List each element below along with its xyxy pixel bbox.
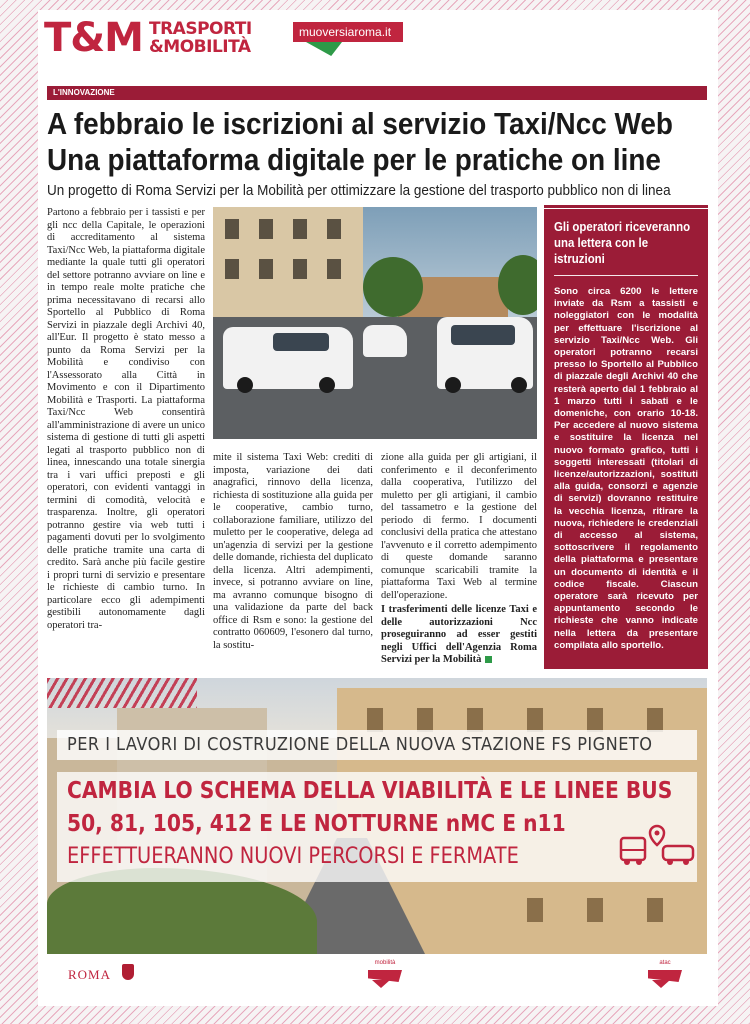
flag-tail-icon bbox=[652, 980, 670, 988]
article-column-1: Partono a febbraio per i tassisti e per gli ncc della Capitale, le operazioni di accreditamento al sistema Taxi/Ncc Web, la piattaforma digitale mediante la quale tutti gli operatori del settore potranno avviare on line e in tempo reale molte pratiche che prima necessitavano di recarsi allo Sportello al Pubblico di Roma Servizi in piazzale degli Archivi 40, all'Eur. Il progetto è stato messo a punto da Roma Servizi per la Mobilità e condiviso con l'Assessorato alla Città in Movimento e con il Dipartimento Mobilità e Trasporti. La piattaforma Taxi/Ncc Web consentirà all'amministrazione di avere un unico sistema di gestione di tutti gli aspetti legati al trasporto pubblico non di linea, innescando una totale sinergia tra i vari uffici preposti e gli operatori, con evidenti vantaggi in termini di comodità, velocità e trasparenza. Inoltre, gli operatori potranno gestire via web tutti i pagamenti dovuti per lo svolgimento delle pratiche tramite una carta di credito. Sarà anche più facile gestire i propri turni di servizio e presentare le richieste di cambio turno. In particolare ecco gli adempimenti gestibili autonomamente dagli operatori tra- bbox=[47, 207, 205, 631]
mobility-agency-logo bbox=[368, 960, 402, 990]
banner-line-4: EFFETTUERANNO NUOVI PERCORSI E FERMATE bbox=[67, 844, 519, 869]
site-flag-icon bbox=[306, 42, 342, 56]
photo-taxi bbox=[223, 327, 353, 389]
photo-taxi bbox=[437, 317, 533, 389]
section-kicker: L'INNOVAZIONE bbox=[47, 86, 707, 100]
article-column-3 bbox=[381, 452, 537, 667]
article-column-2: mite il sistema Taxi Web: crediti di imposta, variazione dei dati anagrafici, rinnovo della licenza, richiesta di sostituzione alla guida per le cooperative, cambio turno, collaborazione familiare, utilizzo del muletto per le cooperative, delega ad un'agenzia di servizi per la gestione delle domande, richiesta del duplicato della licenza. Altri adempimenti, invece, si potranno avviare on line, ma avranno comunque bisogno di una validazione da parte del back office di Rsm e sono: la gestione del contratto 060609, l'esonero dal turno, la sostitu- bbox=[213, 452, 373, 651]
taxi-photo bbox=[213, 207, 537, 439]
end-mark-icon bbox=[485, 656, 492, 663]
logo-line-2: &MOBILITÀ bbox=[148, 37, 251, 57]
atac-logo bbox=[648, 960, 682, 990]
pigneto-banner[interactable] bbox=[47, 678, 707, 954]
subheadline: Un progetto di Roma Servizi per la Mobilità per ottimizzare la gestione del trasporto pubblico non di linea bbox=[47, 182, 671, 199]
banner-line-3: 50, 81, 105, 412 E LE NOTTURNE nMC E n11 bbox=[67, 811, 566, 837]
sidebar-title: Gli operatori riceveranno una lettera con le istruzioni bbox=[554, 219, 691, 266]
logo-line-1: TRASPORTI bbox=[148, 19, 252, 39]
banner-line-1: PER I LAVORI DI COSTRUZIONE DELLA NUOVA STAZIONE FS PIGNETO bbox=[67, 734, 653, 755]
headline-line-1: A febbraio le iscrizioni al servizio Taxi/Ncc Web bbox=[47, 106, 673, 141]
site-link[interactable]: muoversiaroma.it bbox=[293, 22, 403, 42]
atac-logo-label: atac bbox=[659, 960, 671, 966]
logo-mark: T&M bbox=[44, 15, 143, 61]
banner-hatch-decoration bbox=[47, 678, 197, 708]
headline bbox=[47, 106, 673, 178]
info-sidebar bbox=[544, 209, 708, 669]
roma-shield-icon bbox=[122, 964, 134, 980]
bus-stop-icon bbox=[619, 824, 699, 868]
column-3-bold-text bbox=[381, 604, 537, 667]
page bbox=[38, 10, 718, 1006]
roma-logo: ROMA bbox=[68, 967, 112, 982]
banner-line-2: CAMBIA LO SCHEMA DELLA VIABILITÀ E LE LINEE BUS bbox=[67, 778, 673, 804]
headline-line-2: Una piattaforma digitale per le pratiche on line bbox=[47, 142, 661, 177]
masthead-logo[interactable] bbox=[44, 15, 252, 61]
closing-paragraph: I trasferimenti delle licenze Taxi e delle autorizzazioni Ncc proseguiranno ad esser gestiti negli Uffici dell'Agenzia Roma Servizi per la Mobilità bbox=[381, 604, 537, 665]
logo-words bbox=[149, 20, 252, 56]
flag-tail-icon bbox=[372, 980, 390, 988]
photo-tree bbox=[363, 257, 423, 317]
column-3-text: zione alla guida per gli artigiani, il conferimento e il deconferimento dalla cooperativa, l'utilizzo del muletto per gli artigiani, il cambio del tassametro e la gestione del periodo di fermo. I documenti conclusivi della pratica che attestano l'avvenuto e il corretto adempimento di queste domande saranno comunque scaricabili tramite la piattaforma Taxi Web al termine dell'operazione. bbox=[381, 452, 537, 601]
mobility-logo-label: mobilità bbox=[374, 960, 396, 966]
photo-taxi bbox=[363, 325, 407, 357]
sidebar-divider bbox=[554, 275, 698, 276]
sidebar-body: Sono circa 6200 le lettere inviate da Rsm a tassisti e noleggiatori con le modalità per effettuare l'iscrizione al servizio Taxi/Ncc Web. Gli operatori potranno recarsi presso lo Sportello al Pubblico di piazzale degli Archivi 40 che resterà aperto dal 1 febbraio al 1 marzo tutti i sabati e le domeniche, con orario 10-18. Per accedere al nuovo sistema e sostituire la licenza nel nuovo formato grafico, tutti i soggetti interessati (titolari di licenze/autorizzazioni, sostituti alla guida, consorzi e agenzie di servizi) dovranno restituire la vecchia licenza, ritirare la nuova, richiedere le credenziali di accesso al sistema, sottoscrivere il regolamento della piattaforma e presentare un documento di identità e il codice fiscale. Ciascun operatore sarà ricevuto per appuntamento secondo le richieste che vanno indicate nella lettera da presentare compilata allo sportello. bbox=[554, 286, 698, 651]
